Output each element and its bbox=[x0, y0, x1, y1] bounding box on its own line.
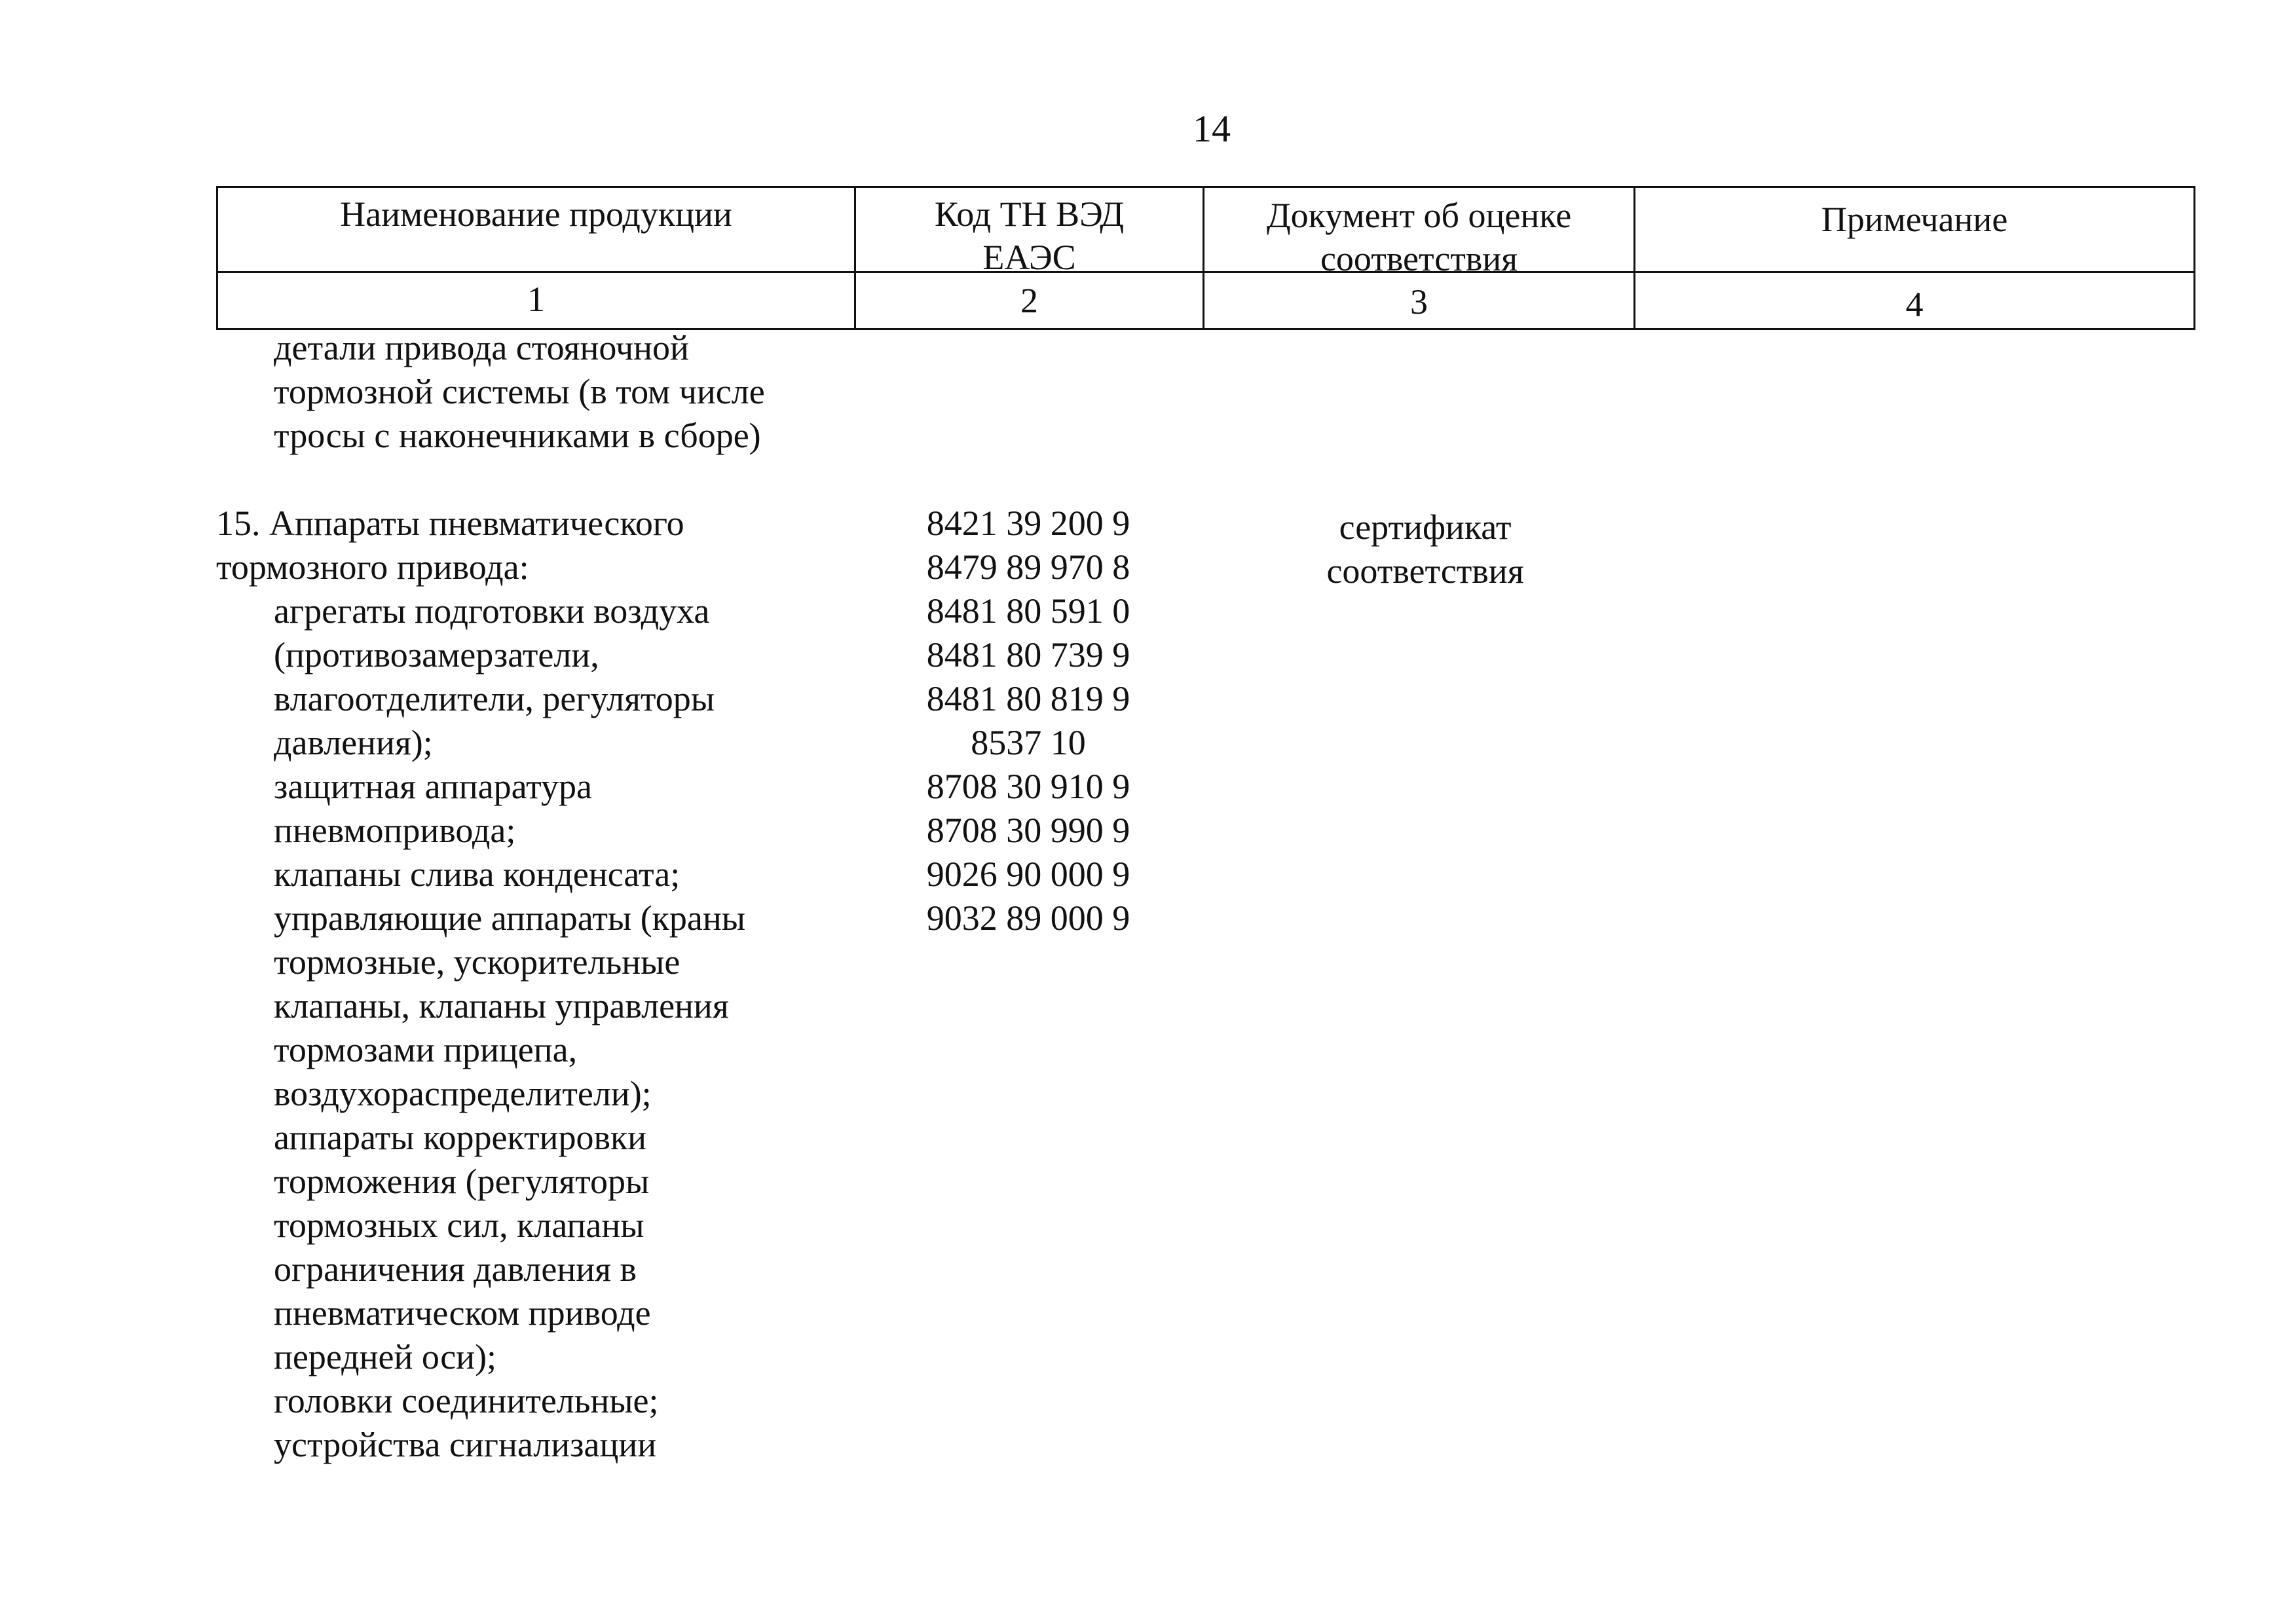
item-15-sub-line: клапаны, клапаны управления bbox=[274, 986, 729, 1025]
header-note-text: Примечание bbox=[1821, 200, 2008, 239]
tn-ved-code: 8537 10 bbox=[971, 723, 1086, 762]
item-15-sub-line: (противозамерзатели, bbox=[274, 635, 599, 674]
header-tn-ved-code-line2: ЕАЭС bbox=[982, 238, 1076, 277]
tn-ved-code: 8479 89 970 8 bbox=[926, 547, 1130, 587]
item-15-sub-line: пневмопривода; bbox=[274, 811, 516, 850]
item-15-sub-line: агрегаты подготовки воздуха bbox=[274, 591, 710, 631]
item-15-sub-line: давления); bbox=[274, 723, 433, 762]
item-15-sub-line: клапаны слива конденсата; bbox=[274, 855, 681, 894]
item-15-sub-line: пневматическом приводе bbox=[274, 1293, 651, 1333]
column-number-2: 2 bbox=[1020, 281, 1038, 320]
tn-ved-code: 8481 80 591 0 bbox=[926, 591, 1130, 631]
column-number-4: 4 bbox=[1905, 285, 1924, 324]
header-product-name-text: Наименование продукции bbox=[340, 194, 732, 234]
item-15-sub-line: ограничения давления в bbox=[274, 1249, 637, 1289]
tn-ved-code: 9026 90 000 9 bbox=[926, 855, 1130, 894]
page-number: 14 bbox=[1193, 107, 1231, 150]
tn-ved-code: 8421 39 200 9 bbox=[926, 504, 1130, 543]
item-15-sub-line: передней оси); bbox=[274, 1337, 497, 1376]
continuation-line: детали привода стояночной bbox=[274, 328, 689, 367]
item-15-sub-line: устройства сигнализации bbox=[274, 1425, 657, 1464]
item-15-sub-line: головки соединительные; bbox=[274, 1381, 659, 1420]
conformity-document: сертификат bbox=[1339, 507, 1512, 547]
item-15-title: 15. Аппараты пневматического bbox=[216, 504, 684, 543]
header-conformity-document bbox=[1204, 194, 1633, 280]
tn-ved-code: 9032 89 000 9 bbox=[926, 898, 1130, 938]
header-note bbox=[1635, 198, 2193, 241]
conformity-document: соответствия bbox=[1326, 551, 1524, 591]
table-right-border bbox=[2193, 186, 2195, 330]
item-15-sub-line: управляющие аппараты (краны bbox=[274, 898, 746, 938]
item-15-sub-line: влагоотделители, регуляторы bbox=[274, 679, 715, 718]
item-15-sub-line: воздухораспределители); bbox=[274, 1074, 652, 1113]
item-15-sub-line: аппараты корректировки bbox=[274, 1118, 647, 1157]
column-number-3: 3 bbox=[1410, 282, 1428, 322]
item-15-sub-line: тормозами прицепа, bbox=[274, 1030, 578, 1069]
item-15-sub-line: тормозные, ускорительные bbox=[274, 942, 681, 982]
item-15-sub-line: тормозных сил, клапаны bbox=[274, 1206, 644, 1245]
item-15-title: тормозного привода: bbox=[216, 547, 529, 587]
header-tn-ved-code bbox=[856, 193, 1203, 279]
column-number-1: 1 bbox=[527, 280, 545, 319]
continuation-line: тросы с наконечниками в сборе) bbox=[274, 416, 761, 455]
header-product-name bbox=[218, 193, 854, 236]
header-conformity-document-line1: Документ об оценке bbox=[1266, 196, 1572, 235]
header-tn-ved-code-line1: Код ТН ВЭД bbox=[934, 194, 1125, 234]
item-15-sub-line: защитная аппаратура bbox=[274, 767, 593, 806]
table-top-border bbox=[216, 186, 2195, 188]
tn-ved-code: 8708 30 990 9 bbox=[926, 811, 1130, 850]
item-15-sub-line: торможения (регуляторы bbox=[274, 1162, 650, 1201]
header-conformity-document-line2: соответствия bbox=[1320, 239, 1518, 278]
table-header bbox=[216, 186, 2195, 330]
tn-ved-code: 8708 30 910 9 bbox=[926, 767, 1130, 806]
tn-ved-code: 8481 80 739 9 bbox=[926, 635, 1130, 674]
tn-ved-code: 8481 80 819 9 bbox=[926, 679, 1130, 718]
continuation-line: тормозной системы (в том числе bbox=[274, 372, 765, 411]
